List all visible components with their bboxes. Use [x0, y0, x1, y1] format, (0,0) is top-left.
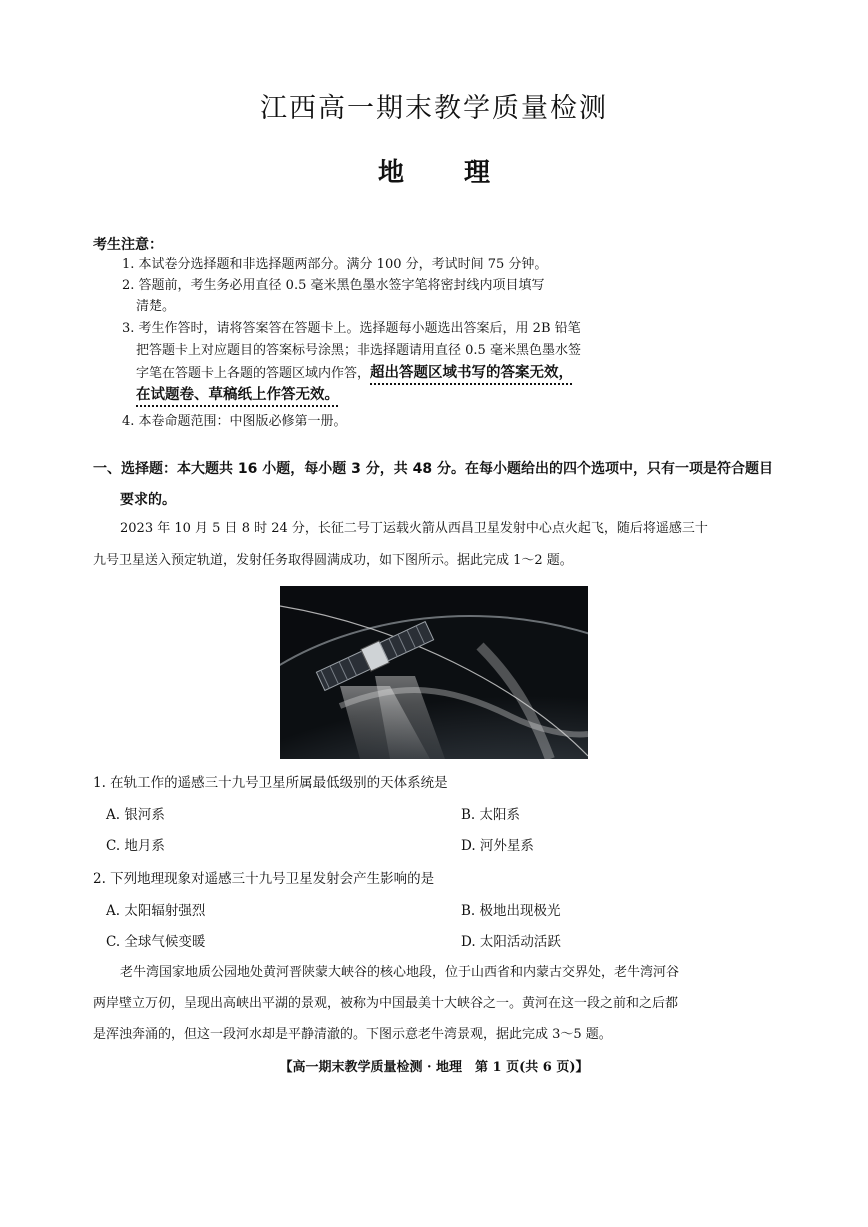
- notice-item-3: 3. 考生作答时，请将答案答在答题卡上。选择题每小题选出答案后，用 2B 铅笔: [122, 321, 581, 336]
- passage1-line1: 2023 年 10 月 5 日 8 时 24 分，长征二号丁运载火箭从西昌卫星发射中心点火起飞，随后将遥感三十: [120, 521, 708, 536]
- notice-item-3-emphasis2: 在试题卷、草稿纸上作答无效。: [136, 387, 339, 403]
- notice-item-1: 1. 本试卷分选择题和非选择题两部分。满分 100 分，考试时间 75 分钟。: [122, 257, 548, 272]
- page-footer: 【高一期末教学质量检测 · 地理 第 1 页(共 6 页)】: [279, 1060, 589, 1075]
- question-2-option-a: A. 太阳辐射强烈: [106, 903, 206, 919]
- question-1-option-a: A. 银河系: [106, 807, 165, 823]
- question-1-option-c: C. 地月系: [106, 838, 165, 854]
- notice-item-3-text: 字笔在答题卡上各题的答题区域内作答，: [136, 366, 371, 381]
- section-heading: 一、选择题：本大题共 16 小题，每小题 3 分，共 48 分。在每小题给出的四个选项中，只有一项是符合题目: [93, 461, 773, 477]
- section-heading-cont: 要求的。: [120, 492, 176, 508]
- question-1-stem: 1. 在轨工作的遥感三十九号卫星所属最低级别的天体系统是: [93, 775, 448, 791]
- question-2-option-d: D. 太阳活动活跃: [461, 934, 561, 950]
- question-2-stem: 2. 下列地理现象对遥感三十九号卫星发射会产生影响的是: [93, 871, 435, 887]
- question-1-option-d: D. 河外星系: [461, 838, 534, 854]
- satellite-earth-image: [280, 586, 588, 759]
- passage2-line2: 两岸壁立万仞，呈现出高峡出平湖的景观，被称为中国最美十大峡谷之一。黄河在这一段之前和之后都: [93, 996, 679, 1011]
- notice-item-2: 2. 答题前，考生务必用直径 0.5 毫米黑色墨水签字笔将密封线内项目填写: [122, 278, 545, 293]
- notice-heading: 考生注意：: [93, 237, 163, 253]
- notice-item-3-emphasis: 超出答题区域书写的答案无效，: [370, 365, 574, 381]
- notice-item-4: 4. 本卷命题范围：中图版必修第一册。: [122, 414, 347, 429]
- notice-item-3-cont1: 把答题卡上对应题目的答案标号涂黑；非选择题请用直径 0.5 毫米黑色墨水签: [136, 343, 581, 358]
- exam-subject: 地理: [377, 158, 550, 188]
- passage2-line3: 是浑浊奔涌的，但这一段河水却是平静清澈的。下图示意老牛湾景观，据此完成 3～5 题。: [93, 1027, 612, 1042]
- question-1-option-b: B. 太阳系: [461, 807, 521, 823]
- question-2-option-b: B. 极地出现极光: [461, 903, 561, 919]
- passage1-line2: 九号卫星送入预定轨道，发射任务取得圆满成功，如下图所示。据此完成 1～2 题。: [93, 553, 573, 568]
- question-2-option-c: C. 全球气候变暖: [106, 934, 206, 950]
- passage2-line1: 老牛湾国家地质公园地处黄河晋陕蒙大峡谷的核心地段，位于山西省和内蒙古交界处，老牛湾河谷: [120, 965, 680, 980]
- exam-title: 江西高一期末教学质量检测: [260, 93, 608, 124]
- satellite-photo: [280, 586, 588, 759]
- notice-item-2-cont: 清楚。: [136, 299, 176, 314]
- notice-item-3-cont2: [136, 364, 573, 383]
